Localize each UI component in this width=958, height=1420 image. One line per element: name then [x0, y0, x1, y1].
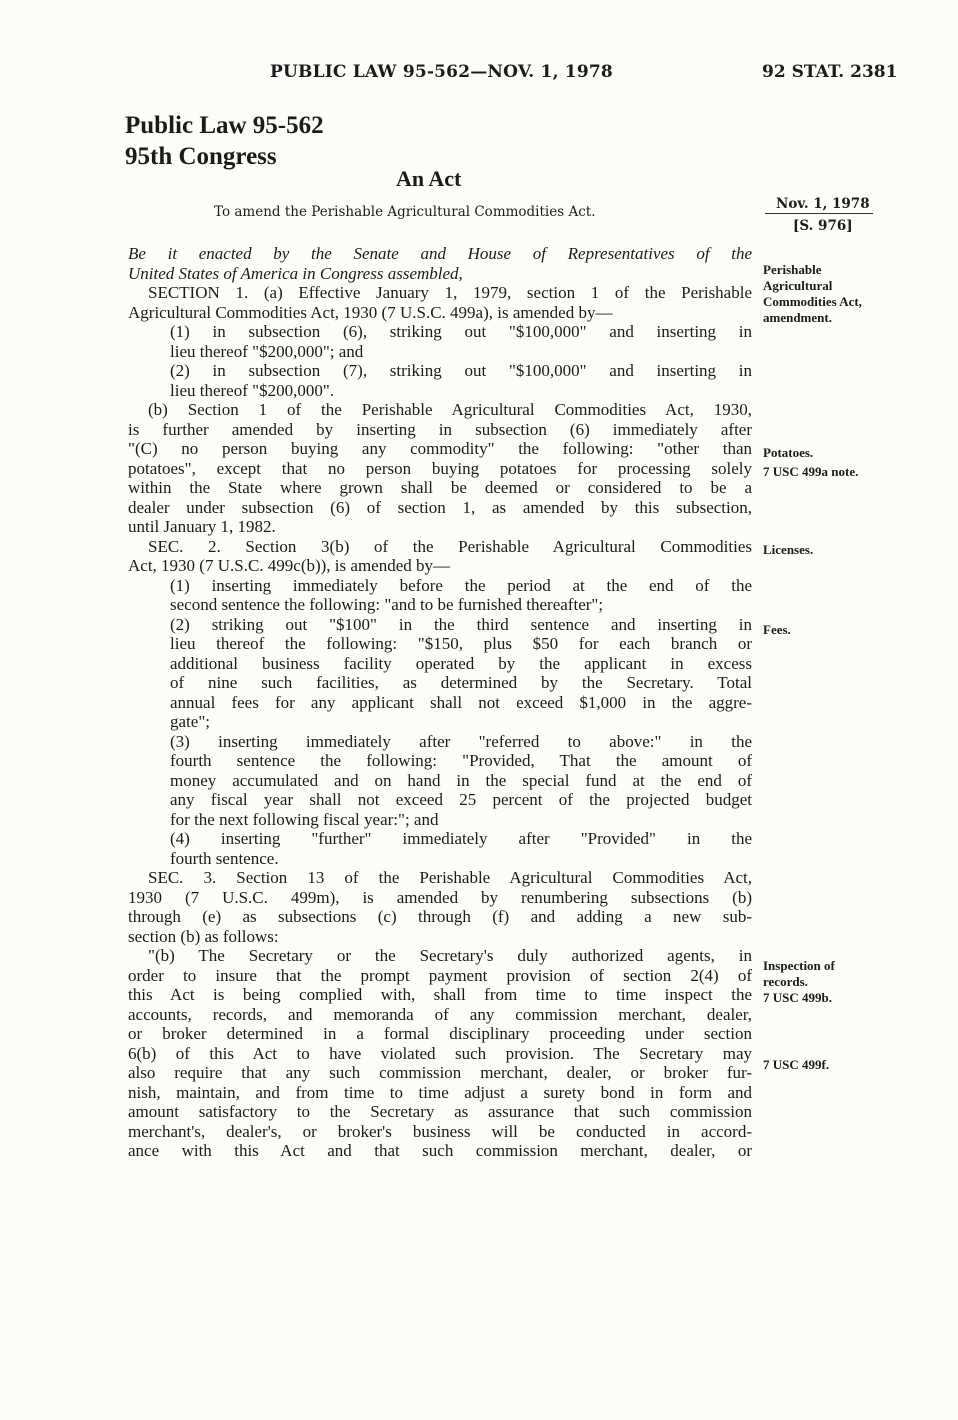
section-2-line: Act, 1930 (7 U.S.C. 499c(b)), is amended by— [128, 556, 451, 575]
section-3-line: 1930 (7 U.S.C. 499m), is amended by renumbering subsections (b) [128, 887, 752, 907]
margin-note-usc-499a: 7 USC 499a note. [763, 464, 859, 479]
congress-number: 95th Congress [125, 143, 277, 170]
paragraph-line: (4) inserting "further" immediately after "Provided" in the [170, 829, 752, 848]
paragraph-line: any fiscal year shall not exceed 25 percent of the projected budget [170, 790, 752, 809]
paragraph-line: (2) striking out "$100" in the third sentence and inserting in [170, 614, 752, 634]
section-3-line: SEC. 3. Section 13 of the Perishable Agricultural Commodities Act, [148, 868, 752, 887]
enacting-clause-line: Be it enacted by the Senate and House of Representatives of the [128, 244, 752, 263]
margin-note-usc-499f: 7 USC 499f. [763, 1057, 830, 1072]
quoted-subsection-line: "(b) The Secretary or the Secretary's duly authorized agents, in [148, 946, 752, 965]
law-number: Public Law 95-562 [125, 112, 324, 139]
enactment-date: Nov. 1, 1978 [776, 196, 870, 212]
margin-note-inspection [763, 958, 835, 990]
subsection-b-line: until January 1, 1982. [128, 517, 276, 536]
paragraph-line: (1) inserting immediately before the period at the end of the [170, 575, 752, 595]
margin-note-line: amendment. [763, 310, 832, 325]
subsection-b-line: (b) Section 1 of the Perishable Agricultural Commodities Act, 1930, [148, 400, 752, 419]
quoted-subsection-line: also require that any such commission merchant, dealer, or broker fur- [128, 1063, 752, 1082]
law-title-block [125, 110, 324, 172]
paragraph-line: gate"; [170, 712, 210, 731]
act-heading: An Act [396, 166, 462, 191]
margin-note-pac-amendment [763, 262, 862, 326]
quoted-subsection-line: nish, maintain, and from time to time adjust a surety bond in form and [128, 1082, 752, 1102]
paragraph-line: annual fees for any applicant shall not exceed $1,000 in the aggre- [170, 692, 752, 712]
quoted-subsection-line: ance with this Act and that such commission merchant, dealer, or [128, 1141, 752, 1160]
margin-note-fees: Fees. [763, 622, 791, 637]
paragraph-line: of nine such facilities, as determined by the Secretary. Total [170, 673, 752, 692]
subsection-b-line: dealer under subsection (6) of section 1, as amended by this subsection, [128, 497, 752, 517]
quoted-subsection-line: 6(b) of this Act to have violated such provision. The Secretary may [128, 1043, 752, 1063]
margin-note-line: Inspection of [763, 958, 835, 973]
margin-note-line: records. [763, 974, 808, 989]
margin-note-potatoes: Potatoes. [763, 445, 814, 460]
paragraph-line: fourth sentence the following: "Provided, That the amount of [170, 751, 752, 770]
enacting-clause-line: United States of America in Congress assembled, [128, 263, 463, 283]
paragraph-line: second sentence the following: "and to be furnished thereafter"; [170, 595, 604, 614]
paragraph-line: (1) in subsection (6), striking out "$100,000" and inserting in [170, 322, 752, 341]
subsection-b-line: is further amended by inserting in subsection (6) immediately after [128, 419, 752, 439]
quoted-subsection-line: accounts, records, and memoranda of any commission merchant, dealer, [128, 1004, 752, 1024]
paragraph-line: money accumulated and on hand in the special fund at the end of [170, 770, 752, 790]
act-purpose: To amend the Perishable Agricultural Commodities Act. [214, 204, 596, 220]
quoted-subsection-line: order to insure that the prompt payment provision of section 2(4) of [128, 965, 752, 985]
quoted-subsection-line: this Act is being complied with, shall from time to time inspect the [128, 985, 752, 1004]
paragraph-line: (2) in subsection (7), striking out "$100,000" and inserting in [170, 361, 752, 380]
paragraph-line: (3) inserting immediately after "referred to above:" in the [170, 731, 752, 751]
paragraph-line: for the next following fiscal year:"; and [170, 809, 439, 829]
page-reference: 92 STAT. 2381 [762, 62, 898, 82]
paragraph-line: lieu thereof "$200,000". [170, 380, 335, 400]
margin-note-licenses: Licenses. [763, 542, 814, 557]
section-3-line: through (e) as subsections (c) through (f) and adding a new sub- [128, 907, 752, 926]
paragraph-line: additional business facility operated by the applicant in excess [170, 653, 752, 673]
margin-note-line: Agricultural [763, 278, 833, 293]
date-divider [765, 213, 873, 214]
paragraph-line: fourth sentence. [170, 848, 279, 868]
margin-note-line: Perishable [763, 262, 822, 277]
subsection-b-line: within the State where grown shall be deemed or considered to be a [128, 478, 752, 497]
act-body [128, 244, 752, 1161]
section-3-line: section (b) as follows: [128, 926, 279, 946]
paragraph-line: lieu thereof "$200,000"; and [170, 341, 364, 361]
section-1-line: Agricultural Commodities Act, 1930 (7 U.S.C. 499a), is amended by— [128, 302, 613, 322]
margin-note-usc-499b: 7 USC 499b. [763, 990, 832, 1005]
subsection-b-line: "(C) no person buying any commodity" the following: "other than [128, 439, 752, 458]
margin-note-line: Commodities Act, [763, 294, 862, 309]
bill-number: [S. 976] [793, 218, 853, 234]
subsection-b-line: potatoes", except that no person buying potatoes for processing solely [128, 458, 752, 478]
quoted-subsection-line: amount satisfactory to the Secretary as assurance that such commission [128, 1102, 752, 1121]
running-head: PUBLIC LAW 95-562—NOV. 1, 1978 [270, 62, 613, 82]
section-1-line: SECTION 1. (a) Effective January 1, 1979, section 1 of the Perishable [148, 283, 752, 302]
paragraph-line: lieu thereof the following: "$150, plus $50 for each branch or [170, 634, 752, 653]
quoted-subsection-line: merchant's, dealer's, or broker's business will be conducted in accord- [128, 1121, 752, 1141]
section-2-line: SEC. 2. Section 3(b) of the Perishable Agricultural Commodities [148, 536, 752, 556]
quoted-subsection-line: or broker determined in a formal disciplinary proceeding under section [128, 1024, 752, 1043]
